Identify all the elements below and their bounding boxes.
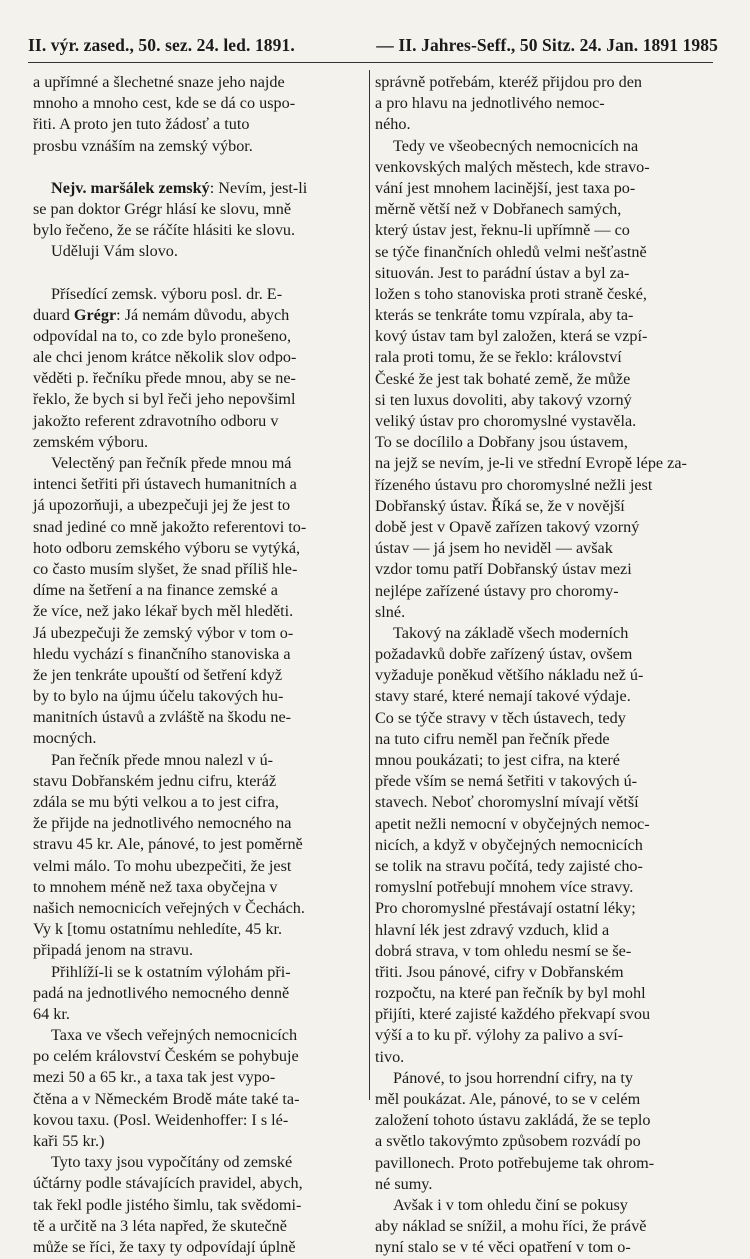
text-line: padá na jednotlivého nemocného denně (33, 983, 290, 1002)
text-line: díme na šetření a na finance zemské a (33, 581, 278, 600)
text-line: a světlo takovýmto způsobem rozvádí po (375, 1132, 641, 1151)
text-line: že jen tenkráte upouští od šetření když (33, 665, 283, 684)
text-line: že více, než jako lékař bych měl hleděti. (33, 602, 294, 621)
text-line: tivo. (375, 1047, 405, 1066)
text-line: může se říci, že taxy ty odpovídají úplně (33, 1237, 296, 1256)
text-line: na tuto cifru neměl pan řečník přede (375, 729, 610, 748)
text-line: Přihlíží-li se k ostatním výlohám při- (51, 962, 291, 981)
text-line: Dobřanský ústav. Říká se, že v novější (375, 496, 625, 515)
paragraph-gap (33, 157, 368, 178)
text-line: slné. (375, 602, 406, 621)
text-line: Tedy ve všeobecných nemocnicích na (393, 136, 639, 155)
text-line: rala proti tomu, že se řeklo: království (375, 348, 622, 367)
text-line: po celém království Českém se pohybuje (33, 1047, 299, 1066)
text-line: kový ústav tam byl založen, která se vzpí- (375, 327, 648, 346)
text-line: jakožto referent zdravotního odboru v (33, 411, 279, 430)
text-line: zemském výboru. (33, 432, 149, 451)
text-line: zdála se mu býti velkou a to jest cifra, (33, 793, 279, 811)
text-line: době jest v Opavě zařízen takový vzorný (375, 517, 640, 536)
text-line: ložen s toho stanoviska proti straně české, (375, 284, 647, 303)
text-line: situován. Jest to parádní ústav a byl za- (375, 263, 630, 282)
header-czech: II. výr. zased., 50. sez. 24. led. 1891. (28, 35, 295, 55)
speaker-name: Grégr (73, 305, 117, 324)
text-line: kaři 55 kr.) (33, 1132, 105, 1150)
text-line: našich nemocnicích veřejných v Čechách. (33, 898, 305, 917)
text-line: Vy k [tomu ostatnímu nehledíte, 45 kr. (33, 920, 283, 939)
text-line: Avšak i v tom ohledu činí se pokusy (393, 1195, 628, 1214)
text-line: účtárny podle stávajících pravidel, abych, (33, 1174, 303, 1193)
text-line: připadá jenom na stravu. (33, 941, 194, 960)
text-line: intenci šetřiti při ústavech humanitních a (33, 475, 297, 494)
text-line: nicích, a když v obyčejných nemocnicích (375, 835, 643, 854)
text-line: Taxa ve všech veřejných nemocnicích (51, 1026, 298, 1045)
text-line: aby náklad se snížil, a mohu říci, že právě (375, 1217, 647, 1236)
text-line: výší a to ku př. výlohy za palivo a sví- (375, 1026, 624, 1045)
right-column (375, 72, 710, 1259)
text-line: apetit nežli nemocní v obyčejných nemoc- (375, 814, 650, 833)
text-line: romyslní potřebují mnohem více stravy. (375, 878, 634, 897)
text-line: že přijde na jednotlivého nemocného na (33, 814, 292, 833)
text-line: měl poukázat. Ale, pánové, to se v celém (375, 1090, 641, 1108)
text-line: vání jest mnohem lacinější, jest taxa po- (375, 178, 636, 197)
text-line: né sumy. (375, 1174, 433, 1193)
text-line: nejlépe zařízené ústavy pro choromy- (375, 581, 619, 600)
header-german: — II. Jahres-Seff., 50 Sitz. 24. Jan. 1891 1985 (376, 35, 718, 55)
text-line: správně potřebám, kteréž přijdou pro den (375, 73, 642, 91)
text-line: stavu Dobřanském jednu cifru, kteráž (33, 771, 277, 790)
text-line: Pánové, to jsou horrendní cifry, na ty (393, 1068, 633, 1087)
text-line: prosbu vznáším na zemský výbor. (33, 136, 253, 155)
text-line: mnou poukázati; to jest cifra, na které (375, 751, 620, 769)
text-line: který ústav jest, řeknu-li upřímně — co (375, 221, 630, 240)
text-line: Uděluji Vám slovo. (51, 242, 178, 261)
paragraph-gap (33, 263, 368, 284)
text-line: stavech. Neboť choromyslní mívají větší (375, 793, 639, 812)
text-line: kterás se tenkráte tomu vzpírala, aby ta- (375, 306, 634, 325)
text-line: měrně větší než v Dobřanech samých, (375, 200, 622, 219)
speaker-name: Nejv. maršálek zemský (51, 178, 210, 197)
text-line: třiti. Jsou pánové, cifry v Dobřanském (375, 962, 624, 981)
text-line: veliký ústav pro choromyslné vystavěla. (375, 412, 637, 430)
text-line: přijíti, které zajisté každého překvapí svou (375, 1005, 651, 1024)
text-line: Pro choromyslné přestávají ostatní léky; (375, 899, 636, 918)
text-line: Nejv. maršálek zemský: Nevím, jest-li (51, 178, 308, 197)
text-line: venkovských malých městech, kde stravo- (375, 157, 650, 176)
text-line: ale chci jenom krátce několik slov odpo- (33, 348, 297, 367)
text-line: odpovídal na to, co zde bylo pronešeno, (33, 326, 292, 345)
text-line: přede vším se nemá šetřiti v takových ú- (375, 772, 638, 791)
text-line: duard Grégr: Já nemám důvodu, abych (33, 305, 290, 324)
text-line: mocných. (33, 729, 97, 748)
text-line: Pan řečník přede mnou nalezl v ú- (51, 750, 274, 769)
text-line: kovou taxu. (Posl. Weidenhoffer: I s lé- (33, 1110, 289, 1129)
text-line: řízeného ústavu pro choromyslné nežli jest (375, 475, 653, 494)
text-line: se tolik na stravu počítá, tedy zajisté cho- (375, 856, 643, 875)
text-line: Přísedící zemsk. výboru posl. dr. E- (51, 284, 283, 303)
text-line: České že jest tak bohaté země, že může (375, 369, 631, 388)
text-line: tě a určitě na 3 léta napřed, že skutečně (33, 1216, 287, 1235)
left-column (33, 72, 368, 1258)
text-line: snad jediné co mně jakožto referentovi to- (33, 517, 307, 536)
text-line: nyní stalo se v té věci opatření v tom o- (375, 1238, 631, 1257)
text-line: Tyto taxy jsou vypočítány od zemské (51, 1153, 293, 1172)
text-line: ného. (375, 115, 411, 134)
text-line: Co se týče stravy v těch ústavech, tedy (375, 708, 626, 727)
text-line: by to bylo na újmu účelu takových hu- (33, 687, 284, 706)
text-line: se týče finančních ohledů velmi nešťastně (375, 242, 647, 261)
text-line: 64 kr. (33, 1004, 70, 1023)
text-line: řiti. A proto jen tuto žádosť a tuto (33, 115, 250, 134)
text-line: stravu 45 kr. Ale, pánové, to jest poměrně (33, 835, 303, 854)
text-line: Velectěný pan řečník přede mnou má (51, 454, 292, 472)
text-line: manitních ústavů a zvláště na škodu ne- (33, 708, 292, 727)
text-line: Takový na základě všech moderních (393, 623, 629, 642)
text-line: já upozorňuji, a ubezpečuji jej že jest to (33, 496, 291, 515)
text-line: založení tohoto ústavu zakládá, že se teplo (375, 1111, 651, 1130)
column-divider (369, 70, 370, 1100)
text-line: hoto odboru zemského výboru se vytýká, (33, 538, 301, 557)
text-line: a pro hlavu na jednotlivého nemoc- (375, 94, 605, 113)
text-line: věděti p. řečníku přede mnou, aby se ne- (33, 369, 296, 388)
text-line: To se docílilo a Dobřany jsou ústavem, (375, 433, 628, 452)
text-line: stavy staré, které nemají takové výdaje. (375, 687, 631, 706)
text-line: vzdor tomu patří Dobřanský ústav mezi (375, 560, 632, 579)
text-line: čtěna a v Německém Brodě máte také ta- (33, 1089, 300, 1108)
text-line: tak řekl podle jistého šimlu, tak svědomi- (33, 1195, 302, 1214)
text-line: a upřímné a šlechetné snaze jeho najde (33, 73, 285, 91)
text-line: dobrá strava, v tom ohledu nesmí se še- (375, 941, 632, 960)
text-line: Já ubezpečuji že zemský výbor v tom o- (33, 623, 294, 642)
text-line: se pan doktor Grégr hlásí ke slovu, mně (33, 199, 292, 218)
text-line: co často musím slyšet, že snad příliš hle- (33, 559, 298, 578)
text-line: vyžaduje poněkud většího nákladu než ú- (375, 666, 644, 685)
text-line: velmi málo. To mohu ubezpečiti, že jest (33, 856, 292, 875)
text-line: si ten luxus dovoliti, aby takový vzorný (375, 390, 632, 409)
text-line: rozpočtu, na které pan řečník by byl mohl (375, 984, 646, 1003)
text-line: hledu vychází s finančního stanoviska a (33, 644, 291, 663)
text-line: to mnohem méně než taxa obyčejna v (33, 877, 278, 896)
text-line: mnoho a mnoho cest, kde se dá co uspo- (33, 94, 296, 113)
text-line: požadavků dobře zařízený ústav, ovšem (375, 645, 633, 664)
text-line: bylo řečeno, že se ráčíte hlásiti ke slovu. (33, 221, 296, 240)
text-line: mezi 50 a 65 kr., a taxa tak jest vypo- (33, 1068, 276, 1087)
header-rule (28, 62, 713, 63)
text-line: na jejž se nevím, je-li ve střední Evropě lépe za- (375, 454, 687, 473)
text-line: pavillonech. Proto potřebujeme tak ohrom- (375, 1153, 655, 1172)
text-line: hlavní lék jest zdravý vzduch, klid a (375, 920, 610, 939)
text-line: ústav — já jsem ho neviděl — avšak (375, 539, 613, 558)
text-line: řeklo, že bych si byl řeči jeho nepovšiml (33, 390, 296, 409)
